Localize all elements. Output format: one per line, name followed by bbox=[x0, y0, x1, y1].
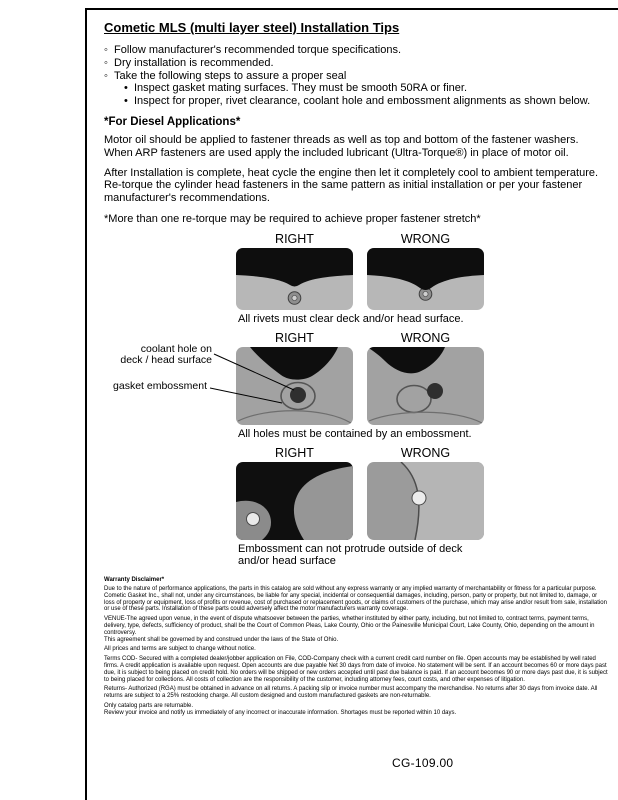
right-label: RIGHT bbox=[275, 445, 314, 460]
right-label: RIGHT bbox=[275, 330, 314, 345]
bullet-text: Inspect for proper, rivet clearance, coolant hole and embossment alignments as shown below. bbox=[134, 95, 591, 108]
page-border-left bbox=[85, 8, 87, 800]
diesel-paragraph-2: After Installation is complete, heat cycle the engine then let it completely cool to ambient temperature. Re-torque the cylinder head fasteners in the same pattern as initial installation or per your fastener manufacturer's recommendations. bbox=[104, 166, 599, 205]
rivet-wrong-diagram bbox=[367, 248, 484, 310]
figure-wrong-column bbox=[367, 447, 484, 540]
disclaimer-paragraph: Due to the nature of performance applications, the parts in this catalog are sold without any express warranty or any implied warranty of merchantability or fitness for a particular purpose. Cometic Gasket Inc., shall not, under any circumstances, be liable for any special, incidental or consequential damages, including, person, party or property, but not limited to, damage, or loss of property or equipment, loss of profits or revenue, cost of purchased or replacement goods, or claims of customers of the purchase, which may arise and/or result from sale, installation or use of these parts. Installation of these parts could adversely affect the motor manufacturers warranty coverage. bbox=[104, 585, 607, 613]
bullet-icon: ◦ bbox=[104, 56, 108, 69]
disclaimer-paragraph: VENUE-The agreed upon venue, in the event of dispute whatsoever between the parties, whether instituted by either party, including, but not limited to, contract terms, payment terms, delivery, type, defects, sufficiency of product, shall be the Court of Common Pleas, Lake County, Ohio or the Painesville Municipal Court, Lake County, Ohio, depending on the amount in controversy. bbox=[104, 616, 595, 636]
tips-list bbox=[104, 44, 608, 108]
retorque-note: *More than one re-torque may be required to achieve proper fastener stretch* bbox=[104, 212, 481, 225]
figure-pair bbox=[236, 233, 608, 310]
diesel-applications-heading: *For Diesel Applications* bbox=[104, 115, 241, 128]
wrong-label: WRONG bbox=[400, 330, 451, 345]
page-title: Cometic MLS (multi layer steel) Installation Tips bbox=[104, 20, 400, 35]
figure-right-column bbox=[236, 447, 353, 540]
figure-pair bbox=[236, 332, 608, 425]
bullet-text: Follow manufacturer's recommended torque specifications. bbox=[114, 44, 402, 56]
deck-wrong-diagram bbox=[367, 462, 484, 540]
deck-right-diagram bbox=[236, 462, 353, 540]
callout-gasket-embossment: gasket embossment bbox=[113, 379, 207, 392]
figure-right-column bbox=[236, 332, 353, 425]
wrong-label: WRONG bbox=[400, 231, 451, 246]
disclaimer-paragraph: All prices and terms are subject to change without notice. bbox=[104, 646, 256, 653]
figure-right-column bbox=[236, 233, 353, 310]
bullet-icon: ◦ bbox=[104, 69, 108, 82]
bullet-icon: ◦ bbox=[104, 44, 108, 56]
bullet-text: Take the following steps to assure a proper seal bbox=[114, 69, 347, 82]
sub-bullet-icon: • bbox=[124, 82, 128, 95]
wrong-label: WRONG bbox=[400, 445, 451, 460]
embossment-wrong-diagram bbox=[367, 347, 484, 425]
figure-pair bbox=[236, 447, 608, 540]
callout-coolant-hole: coolant hole on deck / head surface bbox=[120, 342, 212, 367]
disclaimer-paragraph: Only catalog parts are returnable. bbox=[104, 702, 194, 709]
warranty-disclaimer bbox=[104, 577, 608, 716]
list-item bbox=[104, 44, 608, 57]
rivet-right-diagram bbox=[236, 248, 353, 310]
disclaimer-paragraph: Review your invoice and notify us immediately of any incorrect or inaccurate information. Shortages must be reported within 10 days. bbox=[104, 709, 457, 716]
disclaimer-paragraph: Returns- Authorized (RGA) must be obtained in advance on all returns. A packing slip or invoice number must accompany the merchandise. No returns after 30 days from invoice date. All returns are subject to a 25% restocking charge. All custom designed and custom manufactured gaskets are non-returnable. bbox=[104, 686, 598, 700]
page-code: CG-109.00 bbox=[392, 756, 454, 770]
figure-caption: Embossment can not protrude outside of deck and/or head surface bbox=[238, 542, 463, 568]
disclaimer-paragraph: This agreement shall be governed by and construed under the laws of the State of Ohio. bbox=[104, 636, 339, 643]
page-border-top bbox=[85, 8, 618, 10]
disclaimer-paragraph: Terms COD- Secured with a completed dealer/jobber application on File, COD-Company check with a current credit card number on file. Open accounts may be established by well rated firms. A credit application is available upon request. Open accounts are due payable Net 30 days from date of invoice. No statement will be sent. If an account becomes 60 or more days past due, it is subject to being placed on credit hold. No orders will be shipped or new orders accepted until past due balance is paid. If an account becomes 90 or more days past due, it is subject to being placed for collections. All costs of collection are the responsibility of the customer, including attorney fees, court costs, and other expenses of litigation. bbox=[104, 656, 608, 683]
figure-caption: All rivets must clear deck and/or head surface. bbox=[238, 312, 464, 325]
embossment-right-diagram bbox=[236, 347, 353, 425]
list-item bbox=[104, 57, 608, 70]
bullet-text: Dry installation is recommended. bbox=[114, 56, 274, 69]
list-item bbox=[124, 95, 608, 108]
list-item bbox=[104, 70, 608, 83]
figure-caption: All holes must be contained by an embossment. bbox=[238, 427, 472, 440]
page-content bbox=[104, 20, 608, 717]
list-item bbox=[124, 82, 608, 95]
figure-embossment-containment bbox=[104, 332, 608, 441]
diesel-paragraph-1: Motor oil should be applied to fastener threads as well as top and bottom of the fastener washers. When ARP fasteners are used apply the included lubricant (Ultra-Torque®) in place of motor oil. bbox=[104, 133, 579, 159]
figures-section bbox=[104, 233, 608, 568]
figure-wrong-column bbox=[367, 332, 484, 425]
right-label: RIGHT bbox=[275, 231, 314, 246]
figure-rivets bbox=[104, 233, 608, 326]
figure-embossment-protrusion bbox=[104, 447, 608, 569]
warranty-disclaimer-heading: Warranty Disclaimer* bbox=[104, 577, 165, 584]
bullet-text: Inspect gasket mating surfaces. They must be smooth 50RA or finer. bbox=[134, 82, 468, 95]
figure-wrong-column bbox=[367, 233, 484, 310]
sub-bullet-icon: • bbox=[124, 95, 128, 108]
